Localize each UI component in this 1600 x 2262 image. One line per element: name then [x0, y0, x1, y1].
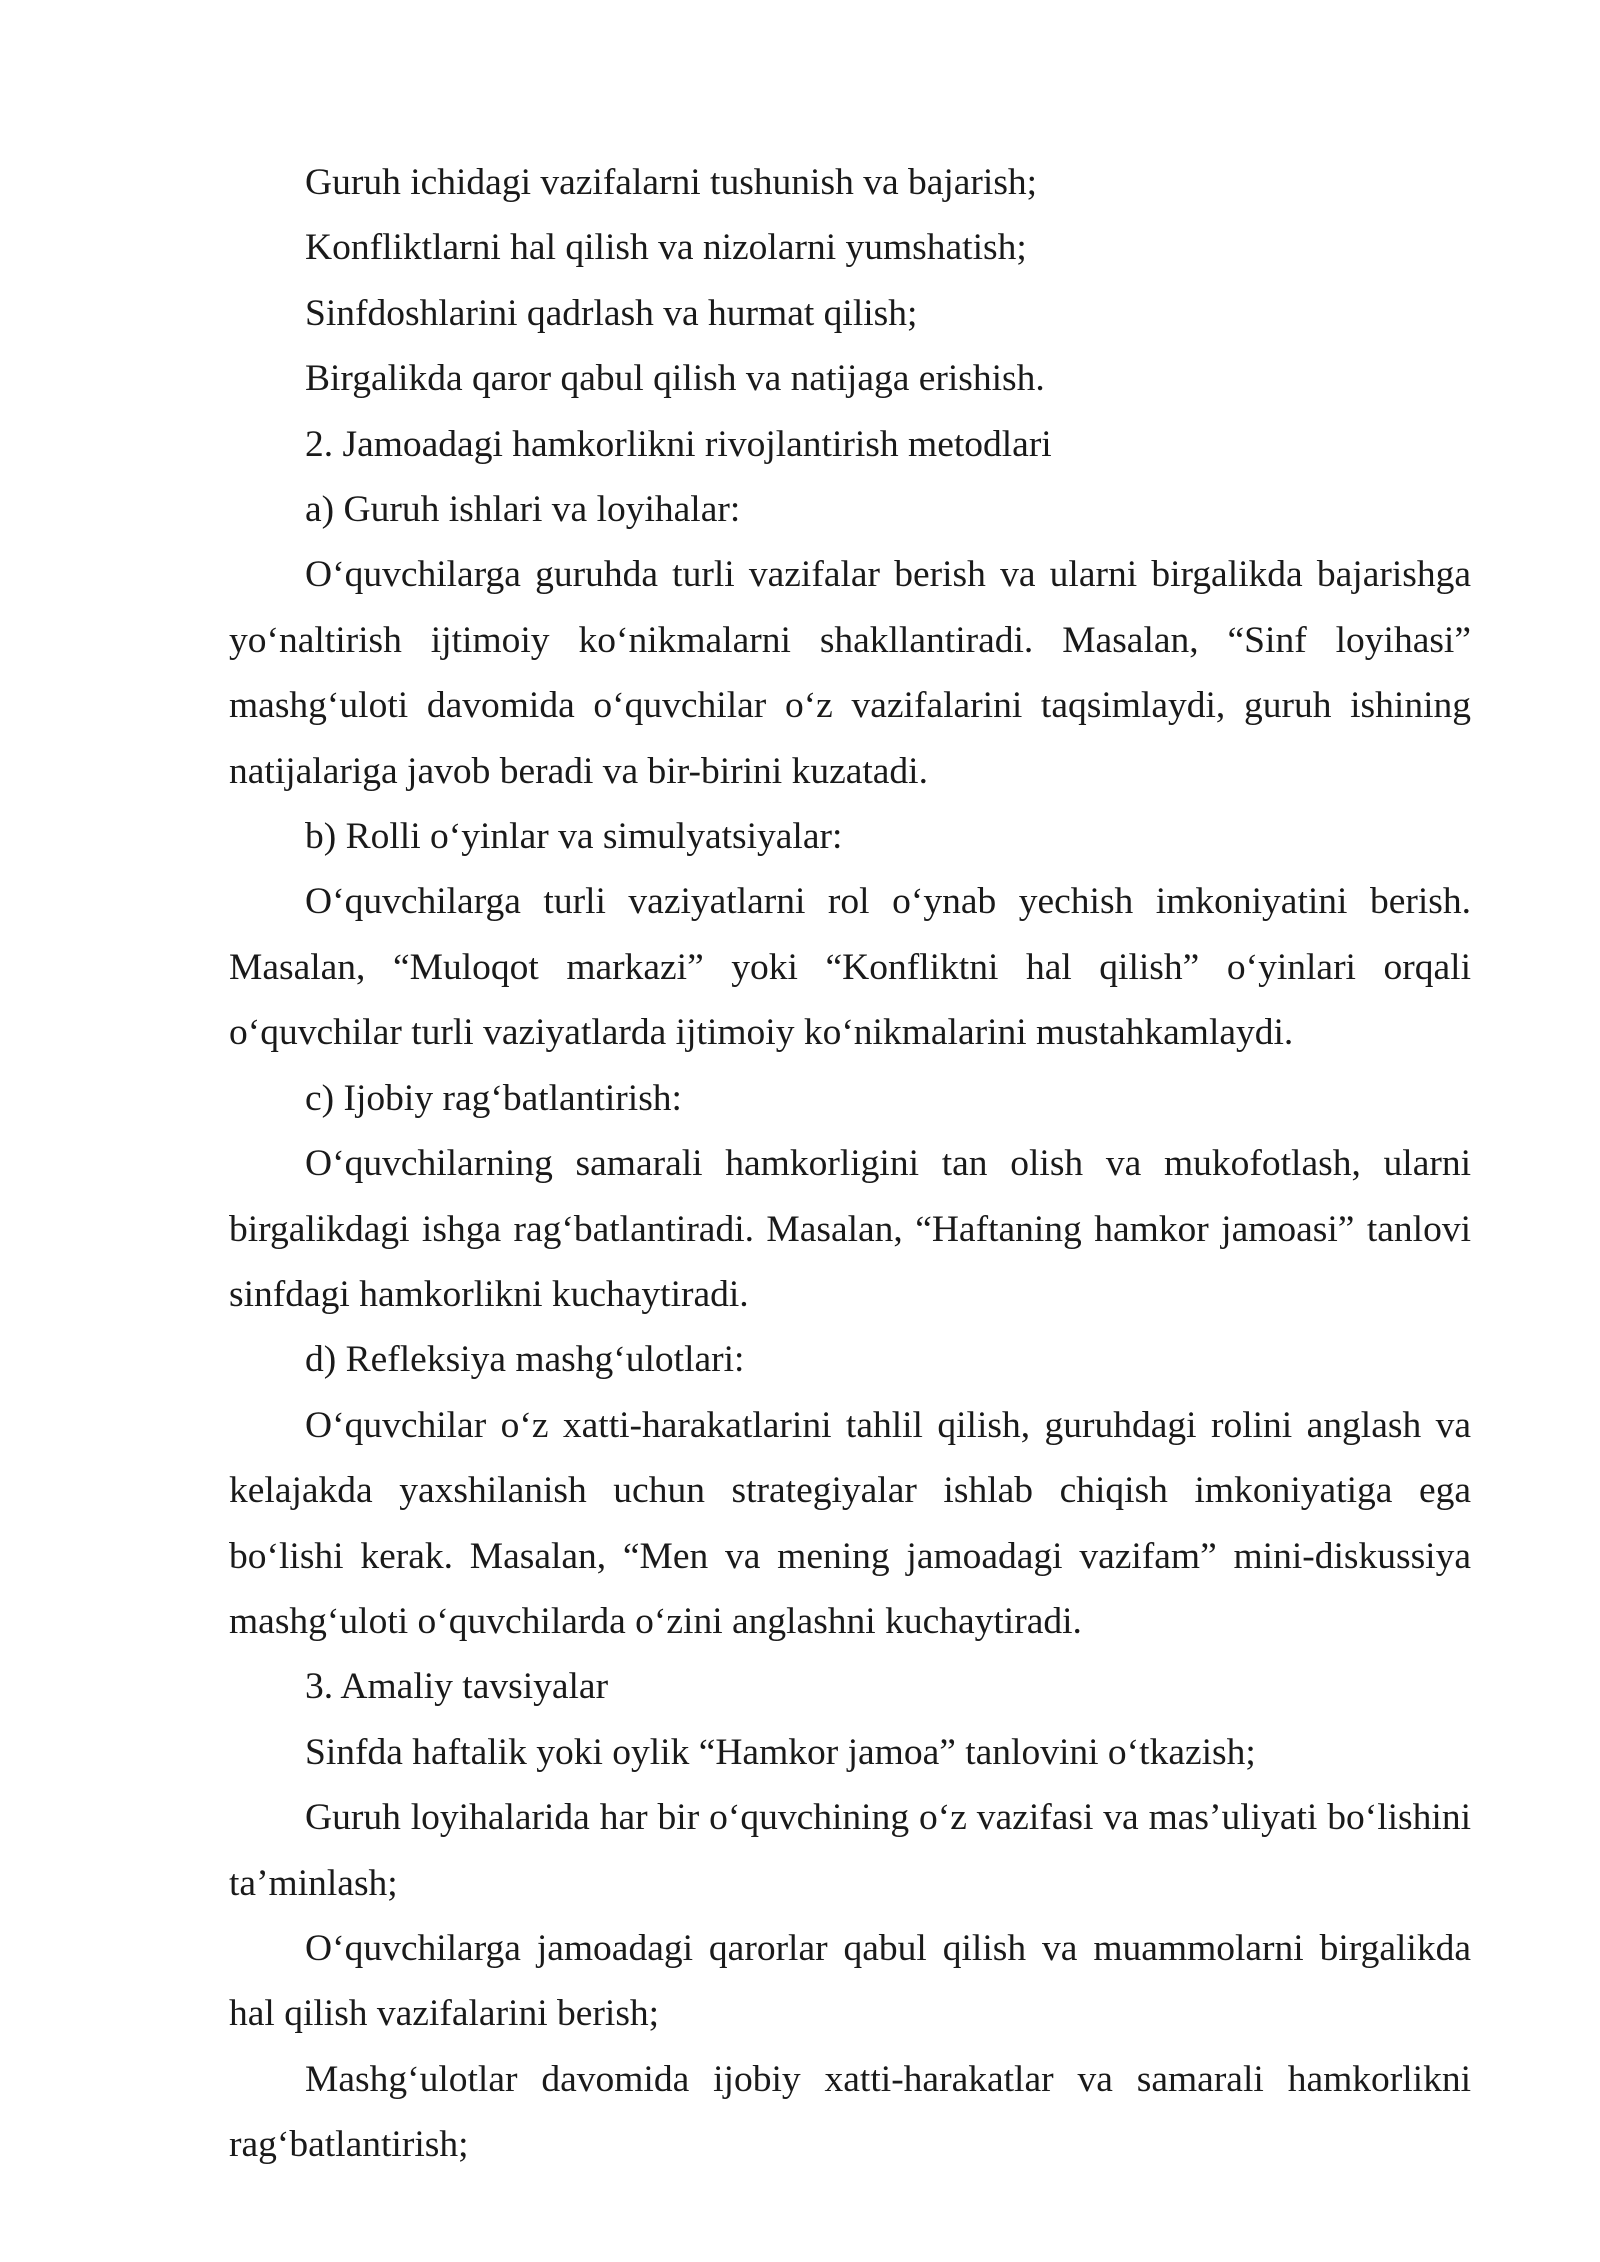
list-item: Guruh loyihalarida har bir o‘quvchining o‘z vazifasi va mas’uliyati bo‘lishini ta’minlash;	[229, 1797, 1471, 1904]
body-paragraph: O‘quvchilarga guruhda turli vazifalar berish va ularni birgalikda bajarishga yo‘naltirish ijtimoiy ko‘nikmalarni shakllantiradi. Masalan, “Sinf loyihasi” mashg‘uloti davomida o‘quvchilar o‘z vazifalarini taqsimlaydi, guruh ishining natijalariga javob beradi va bir-birini kuzatadi.	[229, 554, 1471, 792]
document-page	[229, 150, 1471, 2178]
section-heading: 2. Jamoadagi hamkorlikni rivojlantirish metodlari	[305, 423, 1052, 465]
list-item: Sinfda haftalik yoki oylik “Hamkor jamoa” tanlovini o‘tkazish;	[305, 1731, 1256, 1773]
list-item: Mashg‘ulotlar davomida ijobiy xatti-harakatlar va samarali hamkorlikni rag‘batlantirish;	[229, 2058, 1471, 2166]
subsection-heading: a) Guruh ishlari va loyihalar:	[305, 489, 741, 531]
list-item: Sinfdoshlarini qadrlash va hurmat qilish;	[305, 292, 918, 334]
list-item: Birgalikda qaror qabul qilish va natijaga erishish.	[305, 358, 1045, 400]
body-paragraph: O‘quvchilar o‘z xatti-harakatlarini tahlil qilish, guruhdagi rolini anglash va kelajakda yaxshilanish uchun strategiyalar ishlab chiqish imkoniyatiga ega bo‘lishi kerak. Masalan, “Men va mening jamoadagi vazifam” mini-diskussiya mashg‘uloti o‘quvchilarda o‘zini anglashni kuchaytiradi.	[229, 1404, 1471, 1642]
list-item: O‘quvchilarga jamoadagi qarorlar qabul qilish va muammolarni birgalikda hal qilish vazifalarini berish;	[229, 1927, 1471, 2035]
list-item: Guruh ichidagi vazifalarni tushunish va bajarish;	[305, 162, 1038, 203]
list-item: Konfliktlarni hal qilish va nizolarni yumshatish;	[305, 227, 1027, 269]
body-paragraph: O‘quvchilarning samarali hamkorligini tan olish va mukofotlash, ularni birgalikdagi ishga rag‘batlantiradi. Masalan, “Haftaning hamkor jamoasi” tanlovi sinfdagi hamkorlikni kuchaytiradi.	[229, 1143, 1471, 1315]
subsection-heading: c) Ijobiy rag‘batlantirish:	[305, 1077, 682, 1119]
subsection-heading: d) Refleksiya mashg‘ulotlari:	[305, 1339, 745, 1381]
section-heading: 3. Amaliy tavsiyalar	[305, 1666, 609, 1708]
subsection-heading: b) Rolli o‘yinlar va simulyatsiyalar:	[305, 816, 843, 858]
body-paragraph: O‘quvchilarga turli vaziyatlarni rol o‘ynab yechish imkoniyatini berish. Masalan, “Muloqot markazi” yoki “Konfliktni hal qilish” o‘yinlari orqali o‘quvchilar turli vaziyatlarda ijtimoiy ko‘nikmalarini mustahkamlaydi.	[229, 881, 1471, 1054]
